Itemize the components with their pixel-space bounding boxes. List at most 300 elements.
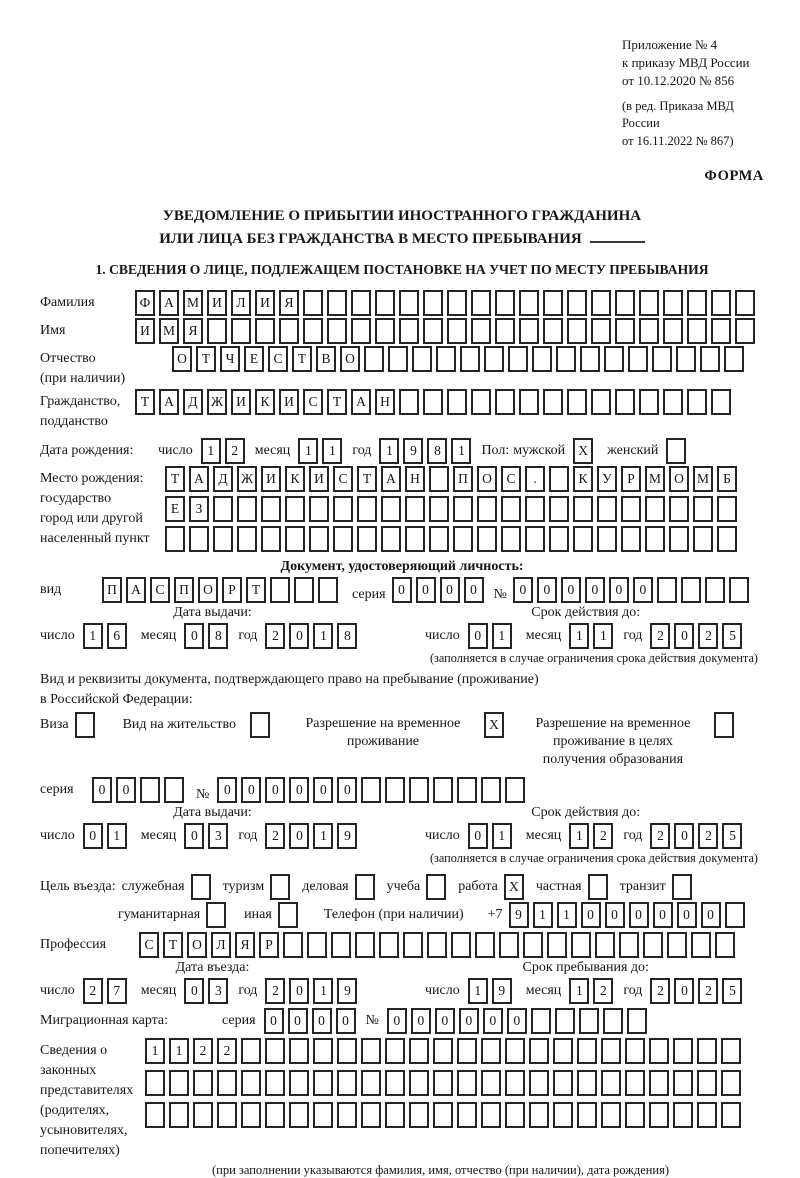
form-cell[interactable]: 0 xyxy=(585,577,605,603)
form-cell[interactable] xyxy=(457,1070,477,1096)
form-cell[interactable] xyxy=(307,932,327,958)
form-cell[interactable] xyxy=(519,290,539,316)
form-cell[interactable]: 0 xyxy=(440,577,460,603)
form-cell[interactable]: 0 xyxy=(581,902,601,928)
form-cell[interactable] xyxy=(625,1038,645,1064)
form-cell[interactable] xyxy=(663,290,683,316)
form-cell[interactable]: О xyxy=(172,346,192,372)
form-cell[interactable] xyxy=(645,526,665,552)
form-cell[interactable]: 1 xyxy=(569,978,589,1004)
form-cell[interactable]: Ф xyxy=(135,290,155,316)
form-cell[interactable]: А xyxy=(381,466,401,492)
form-cell[interactable]: Т xyxy=(135,389,155,415)
form-cell[interactable]: 0 xyxy=(629,902,649,928)
form-cell[interactable]: 0 xyxy=(289,823,309,849)
form-cell[interactable]: 0 xyxy=(513,577,533,603)
form-cell[interactable]: 2 xyxy=(193,1038,213,1064)
form-cell[interactable] xyxy=(379,932,399,958)
form-cell[interactable] xyxy=(447,318,467,344)
form-cell[interactable]: 0 xyxy=(674,623,694,649)
form-cell[interactable] xyxy=(399,290,419,316)
form-cell[interactable]: 5 xyxy=(722,623,742,649)
form-cell[interactable]: А xyxy=(126,577,146,603)
form-cell[interactable] xyxy=(553,1038,573,1064)
form-cell[interactable] xyxy=(303,318,323,344)
form-cell[interactable] xyxy=(481,1102,501,1128)
form-cell[interactable] xyxy=(189,526,209,552)
form-cell[interactable]: 2 xyxy=(593,978,613,1004)
form-cell[interactable] xyxy=(501,496,521,522)
form-cell[interactable] xyxy=(399,318,419,344)
form-cell[interactable] xyxy=(289,1038,309,1064)
form-cell[interactable] xyxy=(265,1102,285,1128)
temp-permit-checkbox[interactable]: X xyxy=(484,712,504,738)
form-cell[interactable] xyxy=(351,290,371,316)
form-cell[interactable] xyxy=(451,932,471,958)
form-cell[interactable] xyxy=(429,466,449,492)
form-cell[interactable] xyxy=(601,1070,621,1096)
form-cell[interactable] xyxy=(729,577,749,603)
form-cell[interactable]: 1 xyxy=(298,438,318,464)
form-cell[interactable]: М xyxy=(645,466,665,492)
form-cell[interactable]: 0 xyxy=(459,1008,479,1034)
form-cell[interactable] xyxy=(333,496,353,522)
form-cell[interactable] xyxy=(261,526,281,552)
form-cell[interactable] xyxy=(313,1102,333,1128)
form-cell[interactable] xyxy=(165,526,185,552)
form-cell[interactable]: 9 xyxy=(337,823,357,849)
form-cell[interactable] xyxy=(619,932,639,958)
form-cell[interactable]: С xyxy=(139,932,159,958)
form-cell[interactable]: М xyxy=(159,318,179,344)
form-cell[interactable] xyxy=(337,1038,357,1064)
form-cell[interactable] xyxy=(519,389,539,415)
form-cell[interactable] xyxy=(669,496,689,522)
form-cell[interactable] xyxy=(556,346,576,372)
form-cell[interactable] xyxy=(591,389,611,415)
form-cell[interactable] xyxy=(717,526,737,552)
form-cell[interactable]: 2 xyxy=(593,823,613,849)
form-cell[interactable]: 1 xyxy=(313,978,333,1004)
form-cell[interactable] xyxy=(241,1070,261,1096)
form-cell[interactable] xyxy=(580,346,600,372)
form-cell[interactable]: Р xyxy=(621,466,641,492)
form-cell[interactable] xyxy=(409,777,429,803)
form-cell[interactable] xyxy=(351,318,371,344)
form-cell[interactable] xyxy=(145,1102,165,1128)
form-cell[interactable] xyxy=(681,577,701,603)
form-cell[interactable] xyxy=(140,777,160,803)
form-cell[interactable]: Н xyxy=(405,466,425,492)
form-cell[interactable]: А xyxy=(189,466,209,492)
form-cell[interactable] xyxy=(405,496,425,522)
form-cell[interactable] xyxy=(355,932,375,958)
form-cell[interactable]: 0 xyxy=(677,902,697,928)
form-cell[interactable]: 2 xyxy=(217,1038,237,1064)
form-cell[interactable]: Е xyxy=(165,496,185,522)
form-cell[interactable]: 0 xyxy=(468,623,488,649)
form-cell[interactable]: 1 xyxy=(83,623,103,649)
form-cell[interactable] xyxy=(529,1102,549,1128)
form-cell[interactable] xyxy=(673,1070,693,1096)
form-cell[interactable]: 0 xyxy=(184,623,204,649)
form-cell[interactable]: 7 xyxy=(107,978,127,1004)
form-cell[interactable] xyxy=(423,318,443,344)
form-cell[interactable]: 1 xyxy=(313,623,333,649)
form-cell[interactable]: 0 xyxy=(288,1008,308,1034)
form-cell[interactable] xyxy=(693,496,713,522)
form-cell[interactable] xyxy=(523,932,543,958)
form-cell[interactable]: А xyxy=(159,389,179,415)
form-cell[interactable]: 1 xyxy=(145,1038,165,1064)
form-cell[interactable] xyxy=(657,577,677,603)
form-cell[interactable]: 3 xyxy=(208,978,228,1004)
form-cell[interactable]: И xyxy=(231,389,251,415)
form-cell[interactable]: 0 xyxy=(337,777,357,803)
form-cell[interactable] xyxy=(597,526,617,552)
form-cell[interactable] xyxy=(603,1008,623,1034)
form-cell[interactable] xyxy=(477,496,497,522)
purpose-business-checkbox[interactable] xyxy=(355,874,375,900)
form-cell[interactable]: 2 xyxy=(650,978,670,1004)
form-cell[interactable]: 0 xyxy=(633,577,653,603)
form-cell[interactable] xyxy=(237,496,257,522)
form-cell[interactable] xyxy=(549,526,569,552)
form-cell[interactable] xyxy=(403,932,423,958)
form-cell[interactable] xyxy=(364,346,384,372)
form-cell[interactable] xyxy=(577,1070,597,1096)
edu-permit-checkbox[interactable] xyxy=(714,712,734,738)
form-cell[interactable]: 3 xyxy=(208,823,228,849)
form-cell[interactable] xyxy=(687,290,707,316)
form-cell[interactable]: И xyxy=(255,290,275,316)
form-cell[interactable] xyxy=(409,1102,429,1128)
form-cell[interactable]: 2 xyxy=(698,823,718,849)
form-cell[interactable]: 0 xyxy=(411,1008,431,1034)
form-cell[interactable] xyxy=(294,577,314,603)
form-cell[interactable] xyxy=(481,777,501,803)
form-cell[interactable]: В xyxy=(316,346,336,372)
form-cell[interactable] xyxy=(625,1070,645,1096)
form-cell[interactable] xyxy=(471,318,491,344)
form-cell[interactable] xyxy=(337,1102,357,1128)
form-cell[interactable] xyxy=(715,932,735,958)
form-cell[interactable]: 0 xyxy=(416,577,436,603)
form-cell[interactable]: 1 xyxy=(492,823,512,849)
form-cell[interactable]: 0 xyxy=(336,1008,356,1034)
purpose-other-checkbox[interactable] xyxy=(278,902,298,928)
form-cell[interactable]: П xyxy=(453,466,473,492)
form-cell[interactable]: 9 xyxy=(337,978,357,1004)
form-cell[interactable] xyxy=(669,526,689,552)
form-cell[interactable] xyxy=(567,389,587,415)
form-cell[interactable] xyxy=(508,346,528,372)
form-cell[interactable] xyxy=(471,389,491,415)
purpose-tourism-checkbox[interactable] xyxy=(270,874,290,900)
form-cell[interactable] xyxy=(193,1102,213,1128)
form-cell[interactable]: Т xyxy=(163,932,183,958)
form-cell[interactable] xyxy=(207,318,227,344)
purpose-transit-checkbox[interactable] xyxy=(672,874,692,900)
form-cell[interactable] xyxy=(711,318,731,344)
form-cell[interactable] xyxy=(643,932,663,958)
purpose-study-checkbox[interactable] xyxy=(426,874,446,900)
form-cell[interactable]: Ж xyxy=(237,466,257,492)
form-cell[interactable] xyxy=(700,346,720,372)
form-cell[interactable] xyxy=(283,932,303,958)
form-cell[interactable] xyxy=(595,932,615,958)
form-cell[interactable] xyxy=(145,1070,165,1096)
form-cell[interactable] xyxy=(645,496,665,522)
form-cell[interactable] xyxy=(667,932,687,958)
form-cell[interactable]: 1 xyxy=(107,823,127,849)
form-cell[interactable]: 9 xyxy=(509,902,529,928)
form-cell[interactable] xyxy=(385,1070,405,1096)
form-cell[interactable] xyxy=(429,496,449,522)
form-cell[interactable]: 0 xyxy=(537,577,557,603)
form-cell[interactable]: 0 xyxy=(561,577,581,603)
form-cell[interactable] xyxy=(555,1008,575,1034)
purpose-official-checkbox[interactable] xyxy=(191,874,211,900)
form-cell[interactable] xyxy=(231,318,251,344)
form-cell[interactable] xyxy=(495,290,515,316)
form-cell[interactable]: 0 xyxy=(701,902,721,928)
form-cell[interactable]: 2 xyxy=(265,623,285,649)
form-cell[interactable]: Я xyxy=(183,318,203,344)
form-cell[interactable] xyxy=(164,777,184,803)
form-cell[interactable] xyxy=(412,346,432,372)
form-cell[interactable] xyxy=(375,318,395,344)
residence-permit-checkbox[interactable] xyxy=(250,712,270,738)
form-cell[interactable] xyxy=(331,932,351,958)
form-cell[interactable] xyxy=(525,526,545,552)
form-cell[interactable]: 0 xyxy=(83,823,103,849)
form-cell[interactable] xyxy=(237,526,257,552)
form-cell[interactable] xyxy=(361,1038,381,1064)
form-cell[interactable] xyxy=(313,1038,333,1064)
form-cell[interactable] xyxy=(475,932,495,958)
form-cell[interactable]: 2 xyxy=(698,623,718,649)
form-cell[interactable] xyxy=(501,526,521,552)
form-cell[interactable]: Т xyxy=(357,466,377,492)
form-cell[interactable] xyxy=(529,1038,549,1064)
form-cell[interactable]: 0 xyxy=(435,1008,455,1034)
form-cell[interactable] xyxy=(495,318,515,344)
form-cell[interactable]: Л xyxy=(211,932,231,958)
form-cell[interactable]: 0 xyxy=(289,777,309,803)
form-cell[interactable] xyxy=(649,1070,669,1096)
form-cell[interactable] xyxy=(711,389,731,415)
form-cell[interactable] xyxy=(423,290,443,316)
form-cell[interactable]: И xyxy=(261,466,281,492)
purpose-work-checkbox[interactable]: X xyxy=(504,874,524,900)
form-cell[interactable] xyxy=(471,290,491,316)
form-cell[interactable]: Т xyxy=(196,346,216,372)
form-cell[interactable]: 1 xyxy=(557,902,577,928)
form-cell[interactable]: 0 xyxy=(674,978,694,1004)
form-cell[interactable] xyxy=(484,346,504,372)
form-cell[interactable]: 2 xyxy=(698,978,718,1004)
form-cell[interactable]: И xyxy=(309,466,329,492)
form-cell[interactable]: Т xyxy=(246,577,266,603)
form-cell[interactable]: К xyxy=(573,466,593,492)
form-cell[interactable] xyxy=(625,1102,645,1128)
form-cell[interactable] xyxy=(213,496,233,522)
form-cell[interactable]: 0 xyxy=(468,823,488,849)
form-cell[interactable] xyxy=(241,1102,261,1128)
form-cell[interactable] xyxy=(628,346,648,372)
form-cell[interactable]: 0 xyxy=(507,1008,527,1034)
form-cell[interactable] xyxy=(457,1038,477,1064)
form-cell[interactable] xyxy=(327,318,347,344)
form-cell[interactable] xyxy=(217,1070,237,1096)
form-cell[interactable]: О xyxy=(669,466,689,492)
form-cell[interactable] xyxy=(735,318,755,344)
gender-male-checkbox[interactable]: X xyxy=(573,438,593,464)
form-cell[interactable] xyxy=(543,290,563,316)
form-cell[interactable]: 8 xyxy=(337,623,357,649)
form-cell[interactable]: З xyxy=(189,496,209,522)
form-cell[interactable] xyxy=(427,932,447,958)
form-cell[interactable] xyxy=(481,1070,501,1096)
form-cell[interactable]: С xyxy=(303,389,323,415)
form-cell[interactable]: 1 xyxy=(533,902,553,928)
form-cell[interactable] xyxy=(525,496,545,522)
form-cell[interactable]: 2 xyxy=(650,823,670,849)
form-cell[interactable] xyxy=(579,1008,599,1034)
form-cell[interactable] xyxy=(639,318,659,344)
form-cell[interactable] xyxy=(261,496,281,522)
form-cell[interactable] xyxy=(217,1102,237,1128)
form-cell[interactable] xyxy=(337,1070,357,1096)
form-cell[interactable] xyxy=(213,526,233,552)
form-cell[interactable]: Н xyxy=(375,389,395,415)
form-cell[interactable]: Ч xyxy=(220,346,240,372)
form-cell[interactable]: 0 xyxy=(313,777,333,803)
form-cell[interactable]: Т xyxy=(165,466,185,492)
form-cell[interactable] xyxy=(289,1102,309,1128)
form-cell[interactable]: Р xyxy=(259,932,279,958)
form-cell[interactable]: 0 xyxy=(265,777,285,803)
form-cell[interactable]: 0 xyxy=(289,623,309,649)
form-cell[interactable] xyxy=(265,1038,285,1064)
form-cell[interactable] xyxy=(285,496,305,522)
form-cell[interactable]: А xyxy=(351,389,371,415)
form-cell[interactable] xyxy=(693,526,713,552)
form-cell[interactable] xyxy=(289,1070,309,1096)
form-cell[interactable] xyxy=(663,318,683,344)
form-cell[interactable]: Е xyxy=(244,346,264,372)
form-cell[interactable] xyxy=(725,902,745,928)
form-cell[interactable] xyxy=(453,496,473,522)
form-cell[interactable]: 6 xyxy=(107,623,127,649)
form-cell[interactable] xyxy=(433,1102,453,1128)
form-cell[interactable] xyxy=(567,290,587,316)
form-cell[interactable]: С xyxy=(333,466,353,492)
form-cell[interactable] xyxy=(303,290,323,316)
form-cell[interactable] xyxy=(553,1102,573,1128)
form-cell[interactable] xyxy=(687,318,707,344)
form-cell[interactable] xyxy=(285,526,305,552)
form-cell[interactable]: 1 xyxy=(379,438,399,464)
form-cell[interactable] xyxy=(385,1102,405,1128)
form-cell[interactable]: 1 xyxy=(201,438,221,464)
form-cell[interactable] xyxy=(429,526,449,552)
form-cell[interactable] xyxy=(705,577,725,603)
form-cell[interactable]: М xyxy=(693,466,713,492)
form-cell[interactable]: 0 xyxy=(653,902,673,928)
form-cell[interactable] xyxy=(577,1038,597,1064)
form-cell[interactable] xyxy=(591,290,611,316)
form-cell[interactable] xyxy=(309,526,329,552)
form-cell[interactable] xyxy=(717,496,737,522)
form-cell[interactable] xyxy=(361,1102,381,1128)
form-cell[interactable]: 9 xyxy=(492,978,512,1004)
form-cell[interactable]: О xyxy=(187,932,207,958)
form-cell[interactable]: И xyxy=(279,389,299,415)
form-cell[interactable] xyxy=(327,290,347,316)
form-cell[interactable]: . xyxy=(525,466,545,492)
form-cell[interactable]: 0 xyxy=(605,902,625,928)
form-cell[interactable] xyxy=(627,1008,647,1034)
form-cell[interactable] xyxy=(169,1070,189,1096)
form-cell[interactable]: 0 xyxy=(392,577,412,603)
form-cell[interactable]: С xyxy=(150,577,170,603)
form-cell[interactable]: С xyxy=(501,466,521,492)
form-cell[interactable]: 1 xyxy=(492,623,512,649)
form-cell[interactable]: Д xyxy=(183,389,203,415)
form-cell[interactable] xyxy=(549,496,569,522)
form-cell[interactable] xyxy=(615,318,635,344)
form-cell[interactable] xyxy=(447,389,467,415)
form-cell[interactable] xyxy=(477,526,497,552)
form-cell[interactable] xyxy=(313,1070,333,1096)
form-cell[interactable]: К xyxy=(285,466,305,492)
form-cell[interactable] xyxy=(357,526,377,552)
form-cell[interactable]: 5 xyxy=(722,823,742,849)
form-cell[interactable] xyxy=(436,346,456,372)
form-cell[interactable] xyxy=(447,290,467,316)
form-cell[interactable]: П xyxy=(102,577,122,603)
form-cell[interactable] xyxy=(549,466,569,492)
form-cell[interactable] xyxy=(532,346,552,372)
form-cell[interactable] xyxy=(333,526,353,552)
form-cell[interactable] xyxy=(399,389,419,415)
form-cell[interactable]: 1 xyxy=(322,438,342,464)
form-cell[interactable] xyxy=(673,1102,693,1128)
form-cell[interactable] xyxy=(597,496,617,522)
purpose-humanitarian-checkbox[interactable] xyxy=(206,902,226,928)
form-cell[interactable]: О xyxy=(477,466,497,492)
form-cell[interactable] xyxy=(505,1038,525,1064)
form-cell[interactable]: 2 xyxy=(83,978,103,1004)
form-cell[interactable]: О xyxy=(198,577,218,603)
form-cell[interactable] xyxy=(423,389,443,415)
form-cell[interactable]: П xyxy=(174,577,194,603)
form-cell[interactable] xyxy=(495,389,515,415)
form-cell[interactable] xyxy=(673,1038,693,1064)
form-cell[interactable] xyxy=(409,1038,429,1064)
form-cell[interactable] xyxy=(433,777,453,803)
form-cell[interactable] xyxy=(457,777,477,803)
form-cell[interactable]: М xyxy=(183,290,203,316)
form-cell[interactable]: 2 xyxy=(225,438,245,464)
form-cell[interactable] xyxy=(721,1038,741,1064)
form-cell[interactable]: Р xyxy=(222,577,242,603)
form-cell[interactable] xyxy=(453,526,473,552)
form-cell[interactable]: У xyxy=(597,466,617,492)
form-cell[interactable]: 0 xyxy=(609,577,629,603)
